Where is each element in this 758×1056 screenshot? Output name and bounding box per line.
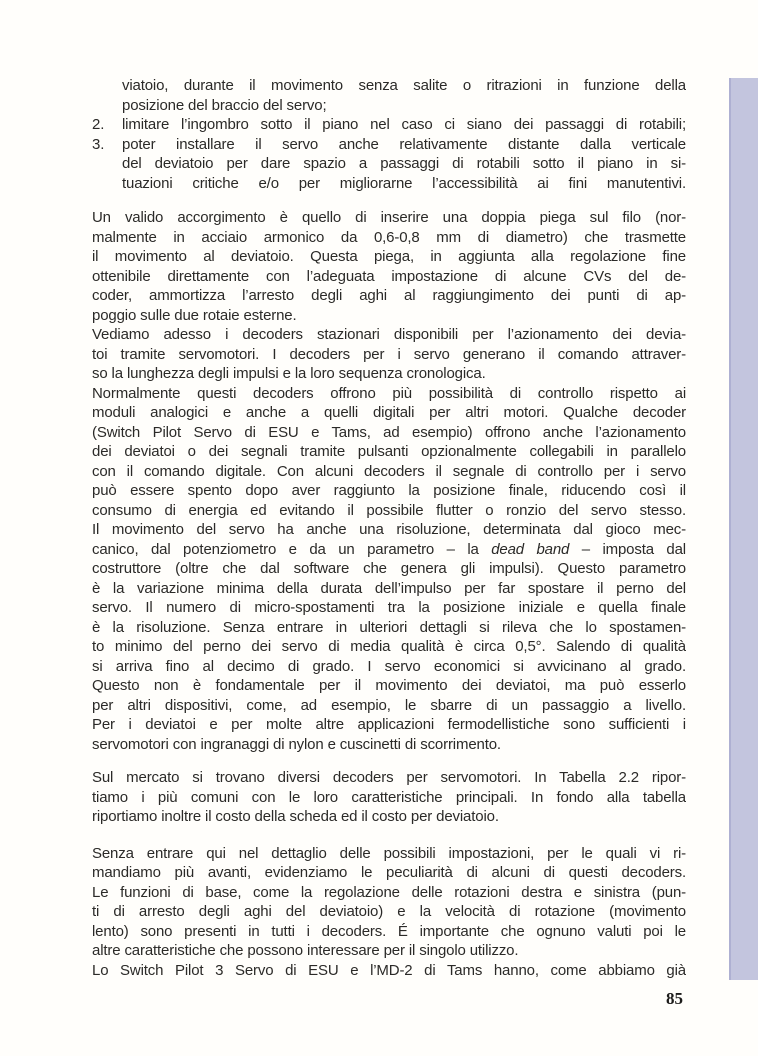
text-line: ottenibile direttamente con l’adeguata impostazione di alcune CVs del de-	[92, 267, 686, 285]
paragraph	[92, 384, 686, 521]
text-line: per altri dispositivi, come, ad esempio, le sbarre di un passaggio a livello.	[92, 696, 686, 714]
text-line: Normalmente questi decoders offrono più possibilità di controllo rispetto ai	[92, 384, 686, 402]
text-line: Senza entrare qui nel dettaglio delle possibili impostazioni, per le quali vi ri-	[92, 844, 686, 862]
text-line: Lo Switch Pilot 3 Servo di ESU e l’MD-2 di Tams hanno, come abbiamo già	[92, 961, 686, 979]
text-line: può essere spento dopo aver raggiunto la posizione finale, riducendo così il	[92, 482, 686, 499]
paragraph	[92, 208, 686, 325]
list-number: 3.	[92, 135, 105, 153]
text-line: Vediamo adesso i decoders stazionari disponibili per l’azionamento dei devia-	[92, 326, 686, 343]
text-line: è la variazione minima della durata dell’impulso per far spostare il perno del	[92, 579, 686, 597]
paragraph	[92, 520, 686, 715]
text-line: Per i deviatoi e per molte altre applicazioni fermodellistiche sono sufficienti i	[92, 716, 686, 733]
text-column	[92, 76, 686, 980]
text-line: Le funzioni di base, come la regolazione delle rotazioni destra e sinistra (pun-	[92, 883, 686, 901]
text-line: riportiamo inoltre il costo della scheda ed il costo per deviatoio.	[92, 808, 499, 825]
text-line: tiamo i più comuni con le loro caratteristiche principali. In fondo alla tabella	[92, 788, 686, 806]
text-line: servomotori con ingranaggi di nylon e cuscinetti di scorrimento.	[92, 735, 501, 753]
text-line: costruttore (oltre che dal software che genera gli impulsi). Questo parametro	[92, 560, 686, 577]
text-line: tuazioni critiche e/o per migliorarne l’accessibilità ai fini manutentivi.	[122, 174, 686, 192]
text-line: è la risoluzione. Senza entrare in ulteriori dettagli si rileva che lo spostamen-	[92, 618, 686, 636]
paragraph	[92, 961, 686, 981]
text-line: poggio sulle due rotaie esterne.	[92, 306, 297, 324]
text-line: toi tramite servomotori. I decoders per i servo generano il comando attraver-	[92, 345, 686, 363]
text-line: canico, dal potenziometro e da un parametro – la dead band – imposta dal	[92, 540, 686, 558]
paragraph	[92, 768, 686, 827]
text-line: servo. Il numero di micro-spostamenti tra la posizione iniziale e quella finale	[92, 599, 686, 616]
paragraph	[92, 325, 686, 384]
text-line: Un valido accorgimento è quello di inserire una doppia piega sul filo (nor-	[92, 209, 686, 226]
text-line: ti di arresto degli aghi del deviatoio) e la velocità di rotazione (movimento	[92, 903, 686, 920]
list-item	[92, 115, 686, 135]
text-line: limitare l’ingombro sotto il piano nel caso ci siano dei passaggi di rotabili;	[122, 116, 686, 133]
text-line: Sul mercato si trovano diversi decoders per servomotori. In Tabella 2.2 ripor-	[92, 769, 686, 786]
text-line: mandiamo più avanti, evidenziamo le peculiarità di alcuni di questi decoders.	[92, 864, 686, 881]
text-line: con il comando digitale. Con alcuni decoders il segnale di controllo per i servo	[92, 462, 686, 480]
text-line: Questo non è fondamentale per il movimento dei deviatoi, ma può esserlo	[92, 677, 686, 694]
text-line: to minimo del perno dei servo di media qualità è circa 0,5°. Salendo di qualità	[92, 638, 686, 655]
text-line: moduli analogici e anche a quelli digitali per altri motori. Qualche decoder	[92, 404, 686, 421]
text-line: il movimento al deviatoio. Questa piega, in aggiunta alla regolazione fine	[92, 248, 686, 265]
text-line: so la lunghezza degli impulsi e la loro sequenza cronologica.	[92, 365, 486, 382]
list-number: 2.	[92, 116, 105, 133]
text-line: lento) sono presenti in tutti i decoders. É importante che ognuno valuti poi le	[92, 922, 686, 940]
text-line: Il movimento del servo ha anche una risoluzione, determinata dal gioco mec-	[92, 521, 686, 538]
text-line: altre caratteristiche che possono interessare per il singolo utilizzo.	[92, 942, 519, 959]
paragraph	[92, 844, 686, 961]
text-line: posizione del braccio del servo;	[122, 96, 327, 114]
text-line: malmente in acciaio armonico da 0,6-0,8 mm di diametro) che trasmette	[92, 228, 686, 246]
text-line: (Switch Pilot Servo di ESU e Tams, ad esempio) offrono anche l’azionamento	[92, 423, 686, 441]
accent-stripe	[729, 78, 758, 980]
page-number: 85	[666, 989, 683, 1008]
text-line: si arriva fino al decimo di grado. I servo economici si avvicinano al grado.	[92, 657, 686, 675]
text-line: consumo di energia ed evitando il possibile flutter o ronzio del servo stesso.	[92, 501, 686, 519]
list-item	[92, 76, 686, 115]
text-line: dei deviatoi o dei segnali tramite pulsanti opzionalmente collegabili in parallelo	[92, 443, 686, 460]
text-line: viatoio, durante il movimento senza salite o ritrazioni in funzione della	[122, 77, 686, 94]
list-item	[92, 135, 686, 194]
text-line: coder, ammortizza l’arresto degli aghi al raggiungimento dei punti di ap-	[92, 287, 686, 304]
text-line: del deviatoio per dare spazio a passaggi di rotabili sotto il piano in si-	[122, 155, 686, 172]
text-line: poter installare il servo anche relativamente distante dalla verticale	[122, 135, 686, 153]
paragraph	[92, 715, 686, 754]
